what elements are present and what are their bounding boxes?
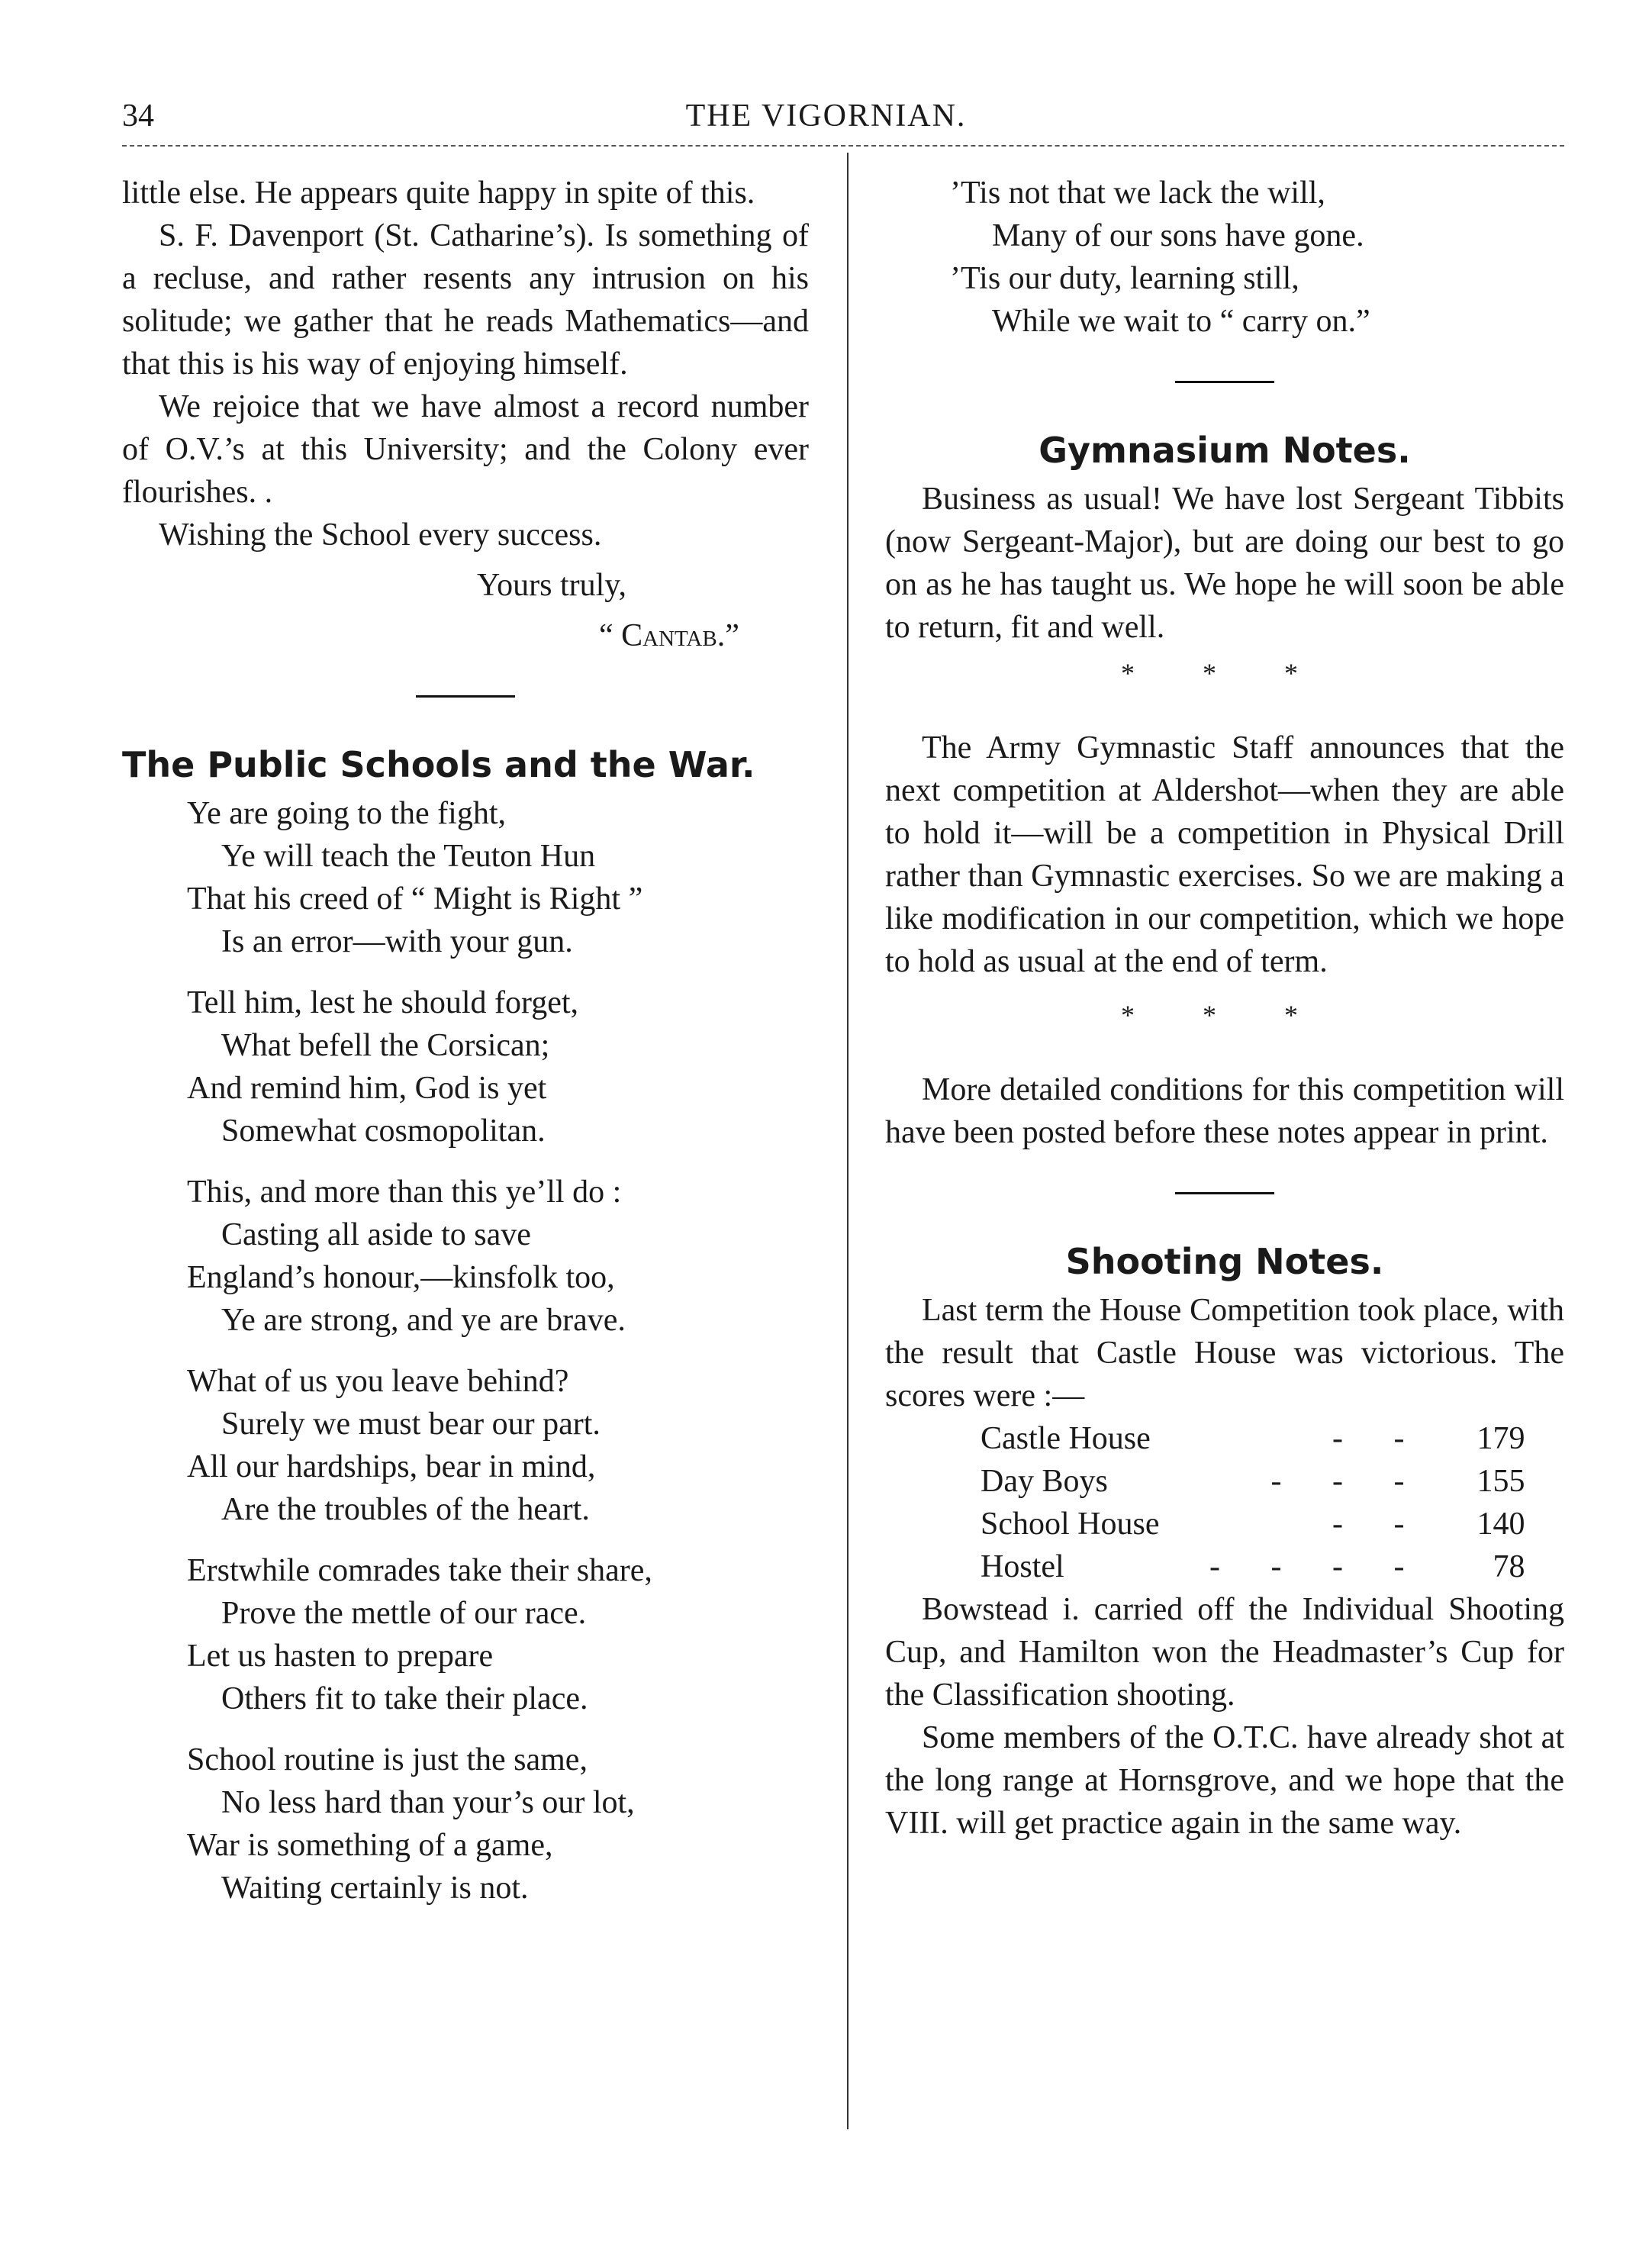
poem-line: What of us you leave behind? (187, 1364, 569, 1399)
house-name: Hostel (981, 1549, 1064, 1584)
poem-line: Somewhat cosmopolitan. (221, 1113, 546, 1149)
poem-line: Tell him, lest he should forget, (187, 985, 579, 1020)
gymnasium-title: Gymnasium Notes. (1039, 430, 1411, 471)
house-score: 155 (1476, 1464, 1525, 1499)
cont-paragraph: little else. He appears quite happy in spite of this. (122, 176, 755, 211)
sign-off: Yours truly, (477, 568, 627, 603)
poem-line: That his creed of “ Might is Right ” (187, 881, 643, 917)
right-column (885, 172, 1564, 1845)
house-score: 179 (1476, 1421, 1525, 1456)
davenport-paragraph: S. F. Davenport (St. Catharine’s). Is something of a recluse, and rather resents any intrusion on his solitude; we gather that he reads Mathematics—and that this is his way of enjoying himself. (122, 218, 809, 382)
poem-stanza (187, 1739, 809, 1909)
left-column (122, 172, 809, 1928)
shooting-paragraph: Bowstead i. carried off the Individual Shooting Cup, and Hamilton won the Headmaster’s Cup for the Classification shooting. (885, 1592, 1564, 1713)
asterism: * * * (1121, 1000, 1328, 1030)
scores-table (981, 1417, 1525, 1588)
house-name: Day Boys (981, 1464, 1108, 1499)
poem-line: Casting all aside to save (221, 1217, 531, 1252)
page-number: 34 (122, 98, 154, 134)
poem-line: All our hardships, bear in mind, (187, 1449, 596, 1484)
poem-line: This, and more than this ye’ll do : (187, 1175, 622, 1210)
poem-line: Others fit to take their place. (221, 1681, 588, 1716)
shooting-paragraph: Last term the House Competition took place, with the result that Castle House was victorious. The scores were :— (885, 1293, 1564, 1413)
poem-line: Waiting certainly is not. (221, 1871, 529, 1906)
running-title: THE VIGORNIAN. (685, 98, 967, 134)
poem-stanza (187, 1360, 809, 1531)
verse (885, 172, 1564, 343)
leader-dashes: - - - (1270, 1464, 1426, 1499)
leader-dashes: - - (1332, 1507, 1426, 1542)
asterism: * * * (1121, 658, 1328, 688)
poem-line: Ye will teach the Teuton Hun (221, 839, 596, 874)
poem-line: No less hard than your’s our lot, (221, 1785, 635, 1820)
record-paragraph: We rejoice that we have almost a record number of O.V.’s at this University; and the Colony ever flourishes. . (122, 389, 809, 510)
wishing-paragraph: Wishing the School every success. (159, 517, 602, 553)
column-divider (847, 153, 849, 2129)
gymnasium-paragraph: More detailed conditions for this competition will have been posted before these notes appear in print. (885, 1072, 1564, 1150)
poem-line: Ye are going to the fight, (187, 796, 507, 831)
leader-dashes: - - - - (1209, 1549, 1426, 1584)
poem (122, 792, 809, 1909)
poem-line: Surely we must bear our part. (221, 1407, 601, 1442)
house-score: 78 (1493, 1549, 1525, 1584)
section-rule (1175, 1192, 1274, 1194)
poem-line: England’s honour,—kinsfolk too, (187, 1260, 615, 1295)
poem-line: And remind him, God is yet (187, 1071, 547, 1106)
table-row (981, 1503, 1525, 1545)
section-rule (416, 695, 515, 698)
gymnasium-paragraph: Business as usual! We have lost Sergeant Tibbits (now Sergeant-Major), but are doing our best to go on as he has taught us. We hope he will soon be able to return, fit and well. (885, 482, 1564, 645)
house-name: School House (981, 1507, 1160, 1542)
poem-line: Ye are strong, and ye are brave. (221, 1303, 626, 1338)
poem-stanza (187, 1171, 809, 1342)
poem-line: War is something of a game, (187, 1828, 553, 1863)
poem-line: Erstwhile comrades take their share, (187, 1553, 652, 1588)
shooting-paragraph: Some members of the O.T.C. have already shot at the long range at Hornsgrove, and we hope that the VIII. will get practice again in the same way. (885, 1720, 1564, 1841)
shooting-title: Shooting Notes. (1065, 1241, 1384, 1282)
verse-line: Many of our sons have gone. (992, 218, 1364, 253)
poem-stanza (187, 792, 809, 963)
poem-title: The Public Schools and the War. (122, 744, 755, 785)
table-row (981, 1417, 1525, 1460)
poem-line: Are the troubles of the heart. (221, 1492, 590, 1527)
poem-line: Let us hasten to prepare (187, 1639, 494, 1674)
verse-line: ’Tis not that we lack the will, (950, 176, 1325, 211)
poem-line: Prove the mettle of our race. (221, 1596, 587, 1631)
poem-line: What befell the Corsican; (221, 1028, 550, 1063)
header-rule (122, 145, 1564, 147)
house-score: 140 (1476, 1507, 1525, 1542)
leader-dashes: - - (1332, 1421, 1426, 1456)
section-rule (1175, 381, 1274, 383)
poem-stanza (187, 1549, 809, 1720)
signature: “ Cantab.” (599, 618, 739, 653)
poem-stanza (187, 981, 809, 1152)
poem-line: Is an error—with your gun. (221, 924, 573, 959)
table-row (981, 1460, 1525, 1503)
gymnasium-paragraph: The Army Gymnastic Staff announces that the next competition at Aldershot—when they are able to hold it—will be a competition in Physical Drill rather than Gymnastic exercises. So we are making a like modification in our competition, which we hope to hold as usual at the end of term. (885, 730, 1564, 979)
table-row (981, 1545, 1525, 1588)
house-name: Castle House (981, 1421, 1151, 1456)
poem-line: School routine is just the same, (187, 1742, 588, 1777)
verse-line: While we wait to “ carry on.” (992, 304, 1370, 339)
verse-line: ’Tis our duty, learning still, (950, 261, 1299, 296)
